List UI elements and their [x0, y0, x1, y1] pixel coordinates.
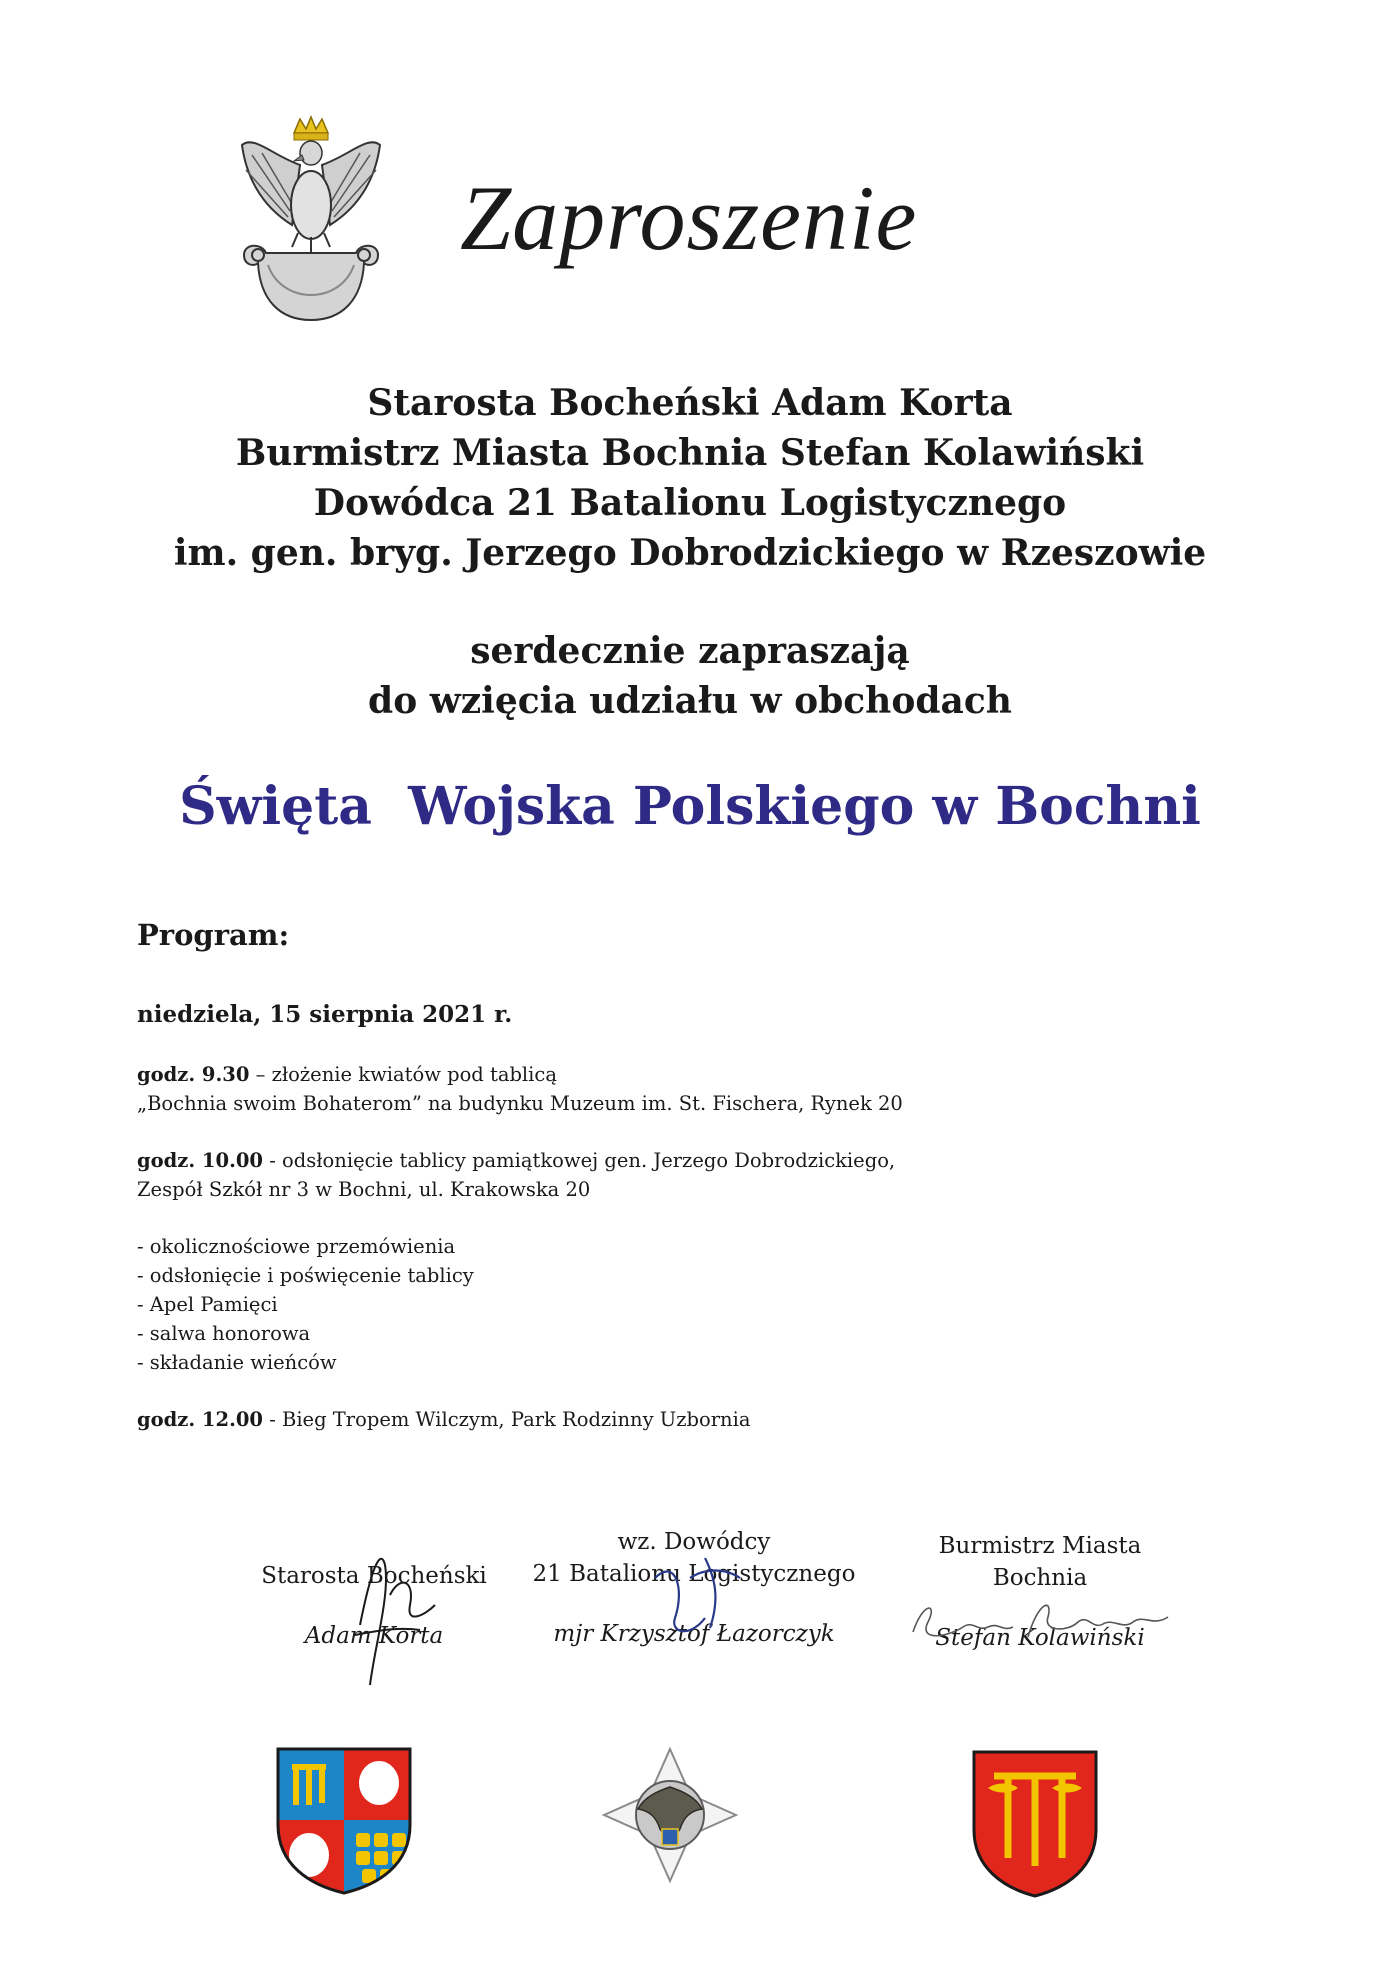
item-text: – złożenie kwiatów pod tablicą: [249, 1063, 557, 1086]
item-time: godz. 9.30: [137, 1063, 250, 1086]
signature-name: mjr Krzysztof Łazorczyk: [553, 1621, 835, 1647]
invite-line: serdecznie zapraszają: [470, 630, 910, 672]
invite-line: do wzięcia udziału w obchodach: [368, 680, 1012, 722]
program-list: [137, 1232, 1237, 1377]
event-title: Święta Wojska Polskiego w Bochni: [179, 776, 1201, 837]
handwritten-signature-right: [908, 1592, 1188, 1652]
hosts-block: [0, 378, 1380, 578]
list-item: - składanie wieńców: [137, 1351, 337, 1374]
bochnia-coat-of-arms: [970, 1748, 1100, 1898]
list-item: - salwa honorowa: [137, 1322, 311, 1345]
host-line: Starosta Bocheński Adam Korta: [367, 382, 1013, 424]
host-line: Burmistrz Miasta Bochnia Stefan Kolawiński: [235, 432, 1145, 474]
item-text-line2: Zespół Szkół nr 3 w Bochni, ul. Krakowska 20: [137, 1178, 591, 1201]
list-item: - Apel Pamięci: [137, 1293, 278, 1316]
battalion-cross-badge: [600, 1745, 740, 1885]
item-time: godz. 10.00: [137, 1149, 263, 1172]
military-eagle-emblem: [232, 115, 390, 330]
signature-role: Burmistrz Miasta: [938, 1533, 1142, 1559]
item-text: - odsłonięcie tablicy pamiątkowej gen. Jerzego Dobrodzickiego,: [263, 1149, 896, 1172]
signature-role: Bochnia: [992, 1565, 1088, 1591]
handwritten-signature-center: [645, 1538, 755, 1648]
handwritten-signature-left: [340, 1535, 450, 1695]
program-item: [137, 1146, 1237, 1204]
program-items: [137, 1060, 1237, 1462]
item-time: godz. 12.00: [137, 1408, 263, 1431]
program-heading: Program:: [137, 918, 290, 952]
item-text: - Bieg Tropem Wilczym, Park Rodzinny Uzbornia: [263, 1408, 751, 1431]
signature-name: Adam Korta: [304, 1623, 444, 1649]
program-date: niedziela, 15 sierpnia 2021 r.: [137, 1001, 513, 1028]
host-line: Dowódca 21 Batalionu Logistycznego: [313, 482, 1067, 524]
list-item: - odsłonięcie i poświęcenie tablicy: [137, 1264, 474, 1287]
signature-role: 21 Batalionu Logistycznego: [532, 1561, 856, 1587]
host-line: im. gen. bryg. Jerzego Dobrodzickiego w Rzeszowie: [173, 532, 1207, 574]
list-item: - okolicznościowe przemówienia: [137, 1235, 456, 1258]
county-coat-of-arms: [274, 1745, 414, 1895]
page-title: Zaproszenie: [460, 167, 918, 269]
program-item: [137, 1060, 1237, 1118]
program-item: [137, 1405, 1237, 1434]
invite-block: [0, 626, 1380, 726]
item-text-line2: „Bochnia swoim Bohaterom” na budynku Muzeum im. St. Fischera, Rynek 20: [137, 1092, 903, 1115]
signature-role: Starosta Bocheński: [261, 1563, 487, 1589]
signature-name: Stefan Kolawiński: [935, 1625, 1145, 1651]
signature-role: wz. Dowódcy: [617, 1529, 771, 1555]
